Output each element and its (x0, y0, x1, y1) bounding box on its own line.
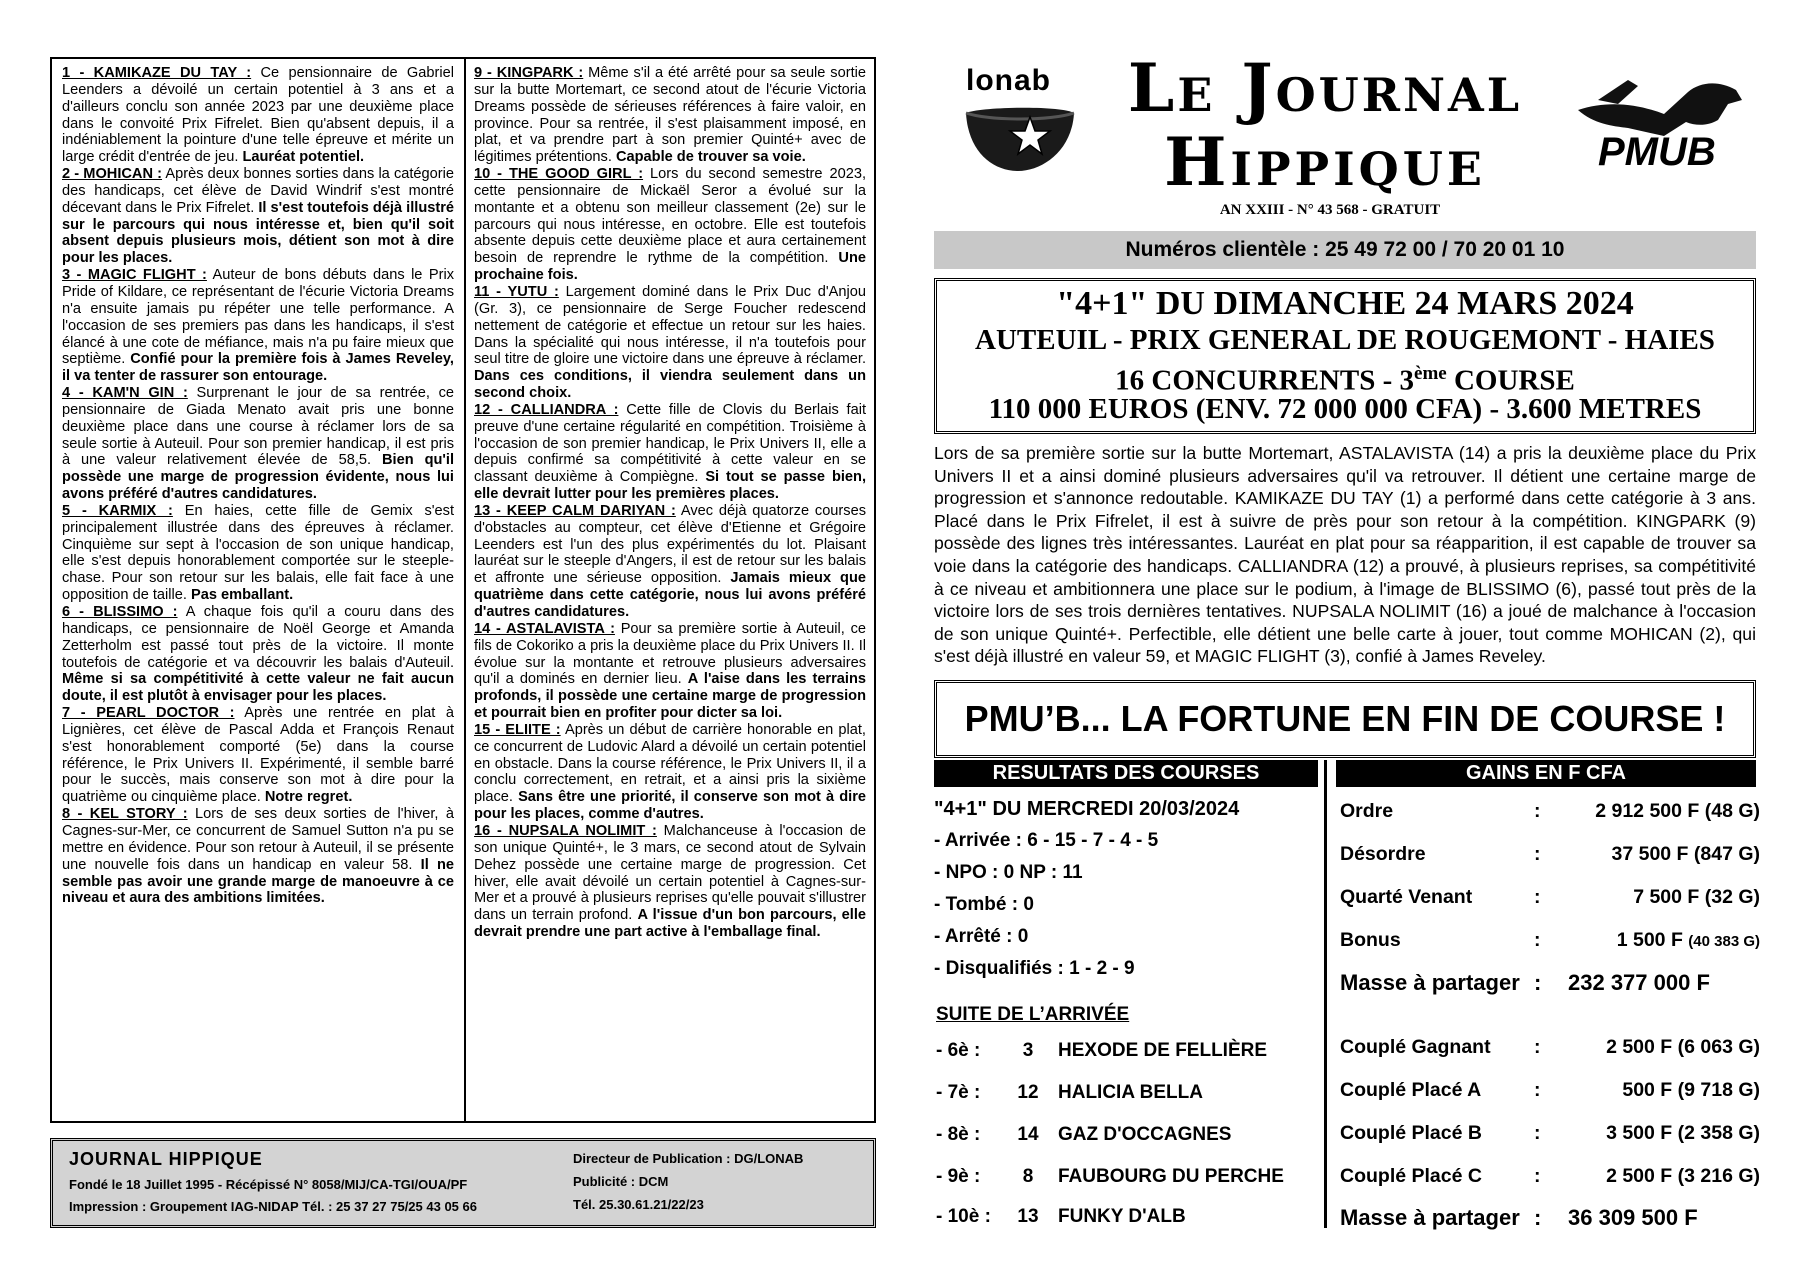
horse-comment: Lors de ses deux sorties de l'hiver, à Cagnes-sur-Mer, ce concurrent de Samuel Sutton n'a pu se mettre en évidence. Pour son retour à Auteuil, il se présente une nouvelle fois dans un handicap en valeur 58. (62, 806, 454, 873)
horse-preview (474, 166, 866, 284)
horse-name: 12 - CALLIANDRA : (474, 401, 619, 418)
horse-comment: Cette fille de Clovis du Berlais fait preuve d'une certaine régularité en compétition. Troisième à l'occasion de son premier handicap, le Prix Univers II, elle a depuis confirmé sa compétitivité à cette valeur en se classant deuxième à Compiègne. (474, 401, 866, 486)
gain-value (1530, 1122, 1760, 1145)
horse-preview (474, 65, 866, 166)
race-date: "4+1" DU DIMANCHE 24 MARS 2024 (1056, 285, 1634, 322)
gain-row-quarte (1340, 886, 1760, 912)
race-venue: AUTEUIL - PRIX GENERAL DE ROUGEMONT - HAIES (975, 324, 1715, 356)
gain-label: Couplé Gagnant (1340, 1036, 1491, 1058)
horse-verdict: Il s'est toutefois déjà illustré sur le parcours qui nous intéresse et, bien qu'il soit absent depuis plusieurs mois, détient son mot à dire pour les places. (62, 199, 454, 267)
horse-previews-box (50, 57, 876, 1123)
gain-row-desordre (1340, 843, 1760, 869)
gain-value (1530, 800, 1760, 823)
horse-verdict: Lauréat potentiel. (242, 149, 365, 166)
gain-value (1530, 886, 1760, 909)
horse-name: 14 - ASTALAVISTA : (474, 620, 615, 637)
gain-amount: 2 500 F (6 063 G) (1606, 1036, 1760, 1058)
horse-comment: Avec déjà quatorze courses d'obstacles au compteur, cet élève d'Etienne et Grégoire Leenders est l'un des plus expérimentés du lot. Plaisant lauréat sur le steeple d'Angers, il est de retour sur les balais et affronte une sérieuse opposition. (474, 502, 866, 587)
footer-director: Directeur de Publication : DG/LONAB (573, 1151, 804, 1166)
gain-label: Couplé Placé C (1340, 1165, 1482, 1187)
horse-preview (62, 65, 454, 166)
horse-name: 4 - KAM'N GIN : (62, 385, 188, 402)
suite-place: - 7è : (936, 1082, 981, 1103)
masthead-line-1: Le Journal (1127, 49, 1523, 127)
footer-phone: Tél. 25.30.61.21/22/23 (573, 1197, 704, 1212)
horse-verdict: Sans être une priorité, il conserve son mot à dire pour les places, comme d'autres. (474, 789, 866, 823)
horse-preview (474, 823, 866, 941)
horse-name: 3 - MAGIC FLIGHT : (62, 267, 207, 284)
horse-comment: Malchanceuse à l'occasion de son unique Quinté+, le 3 mars, ce second atout de Sylvain Dehez possède une certaine marge de progression. Cet hiver, elle avait dévoilé un certain potentiel à Cagnes-sur-Mer et a prouvé à plusieurs reprises qu'elle pouvait s'illustrer dans un terrain profond. (474, 822, 866, 924)
gain-value (1530, 1079, 1760, 1102)
horse-verdict: Capable de trouver sa voie. (615, 149, 806, 166)
pmub-wordmark: PMUB (1598, 130, 1716, 174)
suite-place: - 9è : (936, 1166, 981, 1187)
horse-preview (62, 705, 454, 806)
horse-verdict: Si tout se passe bien, elle devrait lutter pour les premières places. (474, 469, 866, 503)
horse-name: 8 - KEL STORY : (62, 806, 188, 823)
horse-preview (62, 166, 454, 267)
gain-row-couple-gagnant (1340, 1036, 1760, 1062)
horse-comment: Largement dominé dans le Prix Duc d'Anjou (Gr. 3), ce pensionnaire de Serge Foucher redescend nettement de catégorie et effectue un retour sur les haies. Dans la spécialité qui nous intéresse, il n'a toutefois pour seul titre de gloire une victoire dans une épreuve à réclamer. (474, 283, 866, 368)
horse-name: 9 - KINGPARK : (474, 65, 584, 81)
footer-founded: Fondé le 18 Juillet 1995 - Récépissé N° 8058/MIJ/CA-TGI/OUA/PF (69, 1177, 468, 1192)
horse-name: 15 - ELIITE : (474, 721, 561, 738)
gain-label: Couplé Placé A (1340, 1079, 1482, 1101)
race-info-box (934, 278, 1756, 434)
result-stopped: - Arrêté : 0 (934, 926, 1029, 947)
race-purse-distance: 110 000 EUROS (ENV. 72 000 000 CFA) - 3.600 METRES (988, 393, 1702, 425)
race-runners-sup: ème (1414, 363, 1447, 384)
edition-info: AN XXIII - N° 43 568 - GRATUIT (1219, 202, 1441, 218)
client-numbers-band: Numéros clientèle : 25 49 72 00 / 70 20 01 10 (934, 231, 1756, 269)
horse-preview (474, 284, 866, 402)
race-summary: Lors de sa première sortie sur la butte Mortemart, ASTALAVISTA (14) a pris la deuxième place du Prix Univers II et a ainsi dominé plusieurs adversaires qu'il va retrouver. Il détient une certaine marge de progression et s'annonce redoutable. KAMIKAZE DU TAY (1) a performé dans cette catégorie à 3 ans. Placé dans le Prix Fifrelet, il est à suivre de près pour son retour à la compétition. KINGPARK (9) possède des lignes très intéressantes. Lauréat en plat pour sa réapparition, il est capable de trouver sa voie dans la catégorie des handicaps. CALLIANDRA (12) a prouvé, à plusieurs reprises, sa compétitivité à ce niveau et ambitionnera une place sur le podium, à l'image de BLISSIMO (6), passé tout près de la victoire lors de ses trois dernières tentatives. NUPSALA NOLIMIT (16) a joué de malchance à l'occasion de son unique Quinté+. Perfectible, elle détient une belle carte à jouer, tout comme MOHICAN (2), qui s'est déjà illustré en valeur 59, et MAGIC FLIGHT (3), confié à James Reveley. (934, 443, 1756, 667)
gain-label: Quarté Venant (1340, 886, 1473, 908)
suite-horse: HALICIA BELLA (1058, 1082, 1203, 1103)
gain-amount: 37 500 F (847 G) (1611, 843, 1760, 865)
suite-number: 14 (1017, 1124, 1039, 1145)
gain-label: Ordre (1340, 800, 1394, 822)
horse-preview (62, 267, 454, 385)
horse-verdict: A l'aise dans les terrains profonds, il possède une certaine marge de progression et pourrait bien en profiter pour dicter sa loi. (474, 671, 866, 722)
suite-place: - 10è : (936, 1206, 991, 1227)
horse-comment: Après un début de carrière honorable en plat, ce concurrent de Ludovic Alard a dévoilé un certain potentiel en obstacle. Dans la course référence, le Prix Univers II, il a conclu correctement, en retrait, et a ainsi pris la sixième place. (474, 721, 866, 806)
result-disqualified: - Disqualifiés : 1 - 2 - 9 (934, 958, 1135, 979)
gain-label: Masse à partager (1340, 970, 1520, 995)
slogan-banner: PMU’B... LA FORTUNE EN FIN DE COURSE ! (934, 680, 1756, 758)
horse-verdict: Dans ces conditions, il viendra seulement dans un second choix. (474, 368, 866, 402)
gain-colon: : (1534, 1079, 1541, 1101)
result-arrival: - Arrivée : 6 - 15 - 7 - 4 - 5 (934, 830, 1159, 851)
column-divider (464, 59, 466, 1121)
gain-label: Couplé Placé B (1340, 1122, 1482, 1144)
gain-value (1568, 1205, 1798, 1231)
horse-comment: A chaque fois qu'il a couru dans des handicaps, ce pensionnaire de Noël George et Amanda Zetterholm est passé tout près de la victoire. Il monte toutefois de catégorie et va découvrir les balais d'Auteuil. (62, 604, 454, 671)
horse-comment: Après deux bonnes sorties dans la catégorie des handicaps, cet élève de David Windrif s'est montré décevant dans le Prix Fifrelet. (62, 166, 454, 216)
publication-footer (50, 1138, 876, 1228)
gain-amount: 2 912 500 F (48 G) (1595, 800, 1760, 822)
gain-row-masse-2 (1340, 1205, 1760, 1231)
gain-colon: : (1534, 800, 1541, 822)
gain-colon: : (1534, 843, 1541, 865)
suite-horse: HEXODE DE FELLIÈRE (1058, 1040, 1268, 1061)
gain-value (1530, 843, 1760, 866)
gain-value (1530, 1036, 1760, 1059)
horse-comment: Pour sa première sortie à Auteuil, ce fils de Cokoriko a pris la deuxième place du Prix Univers II. Il évolue sur la montante et retrouve plusieurs adversaires qu'il a dominés en dernier lieu. (474, 620, 866, 688)
gain-amount: 1 500 F (1616, 929, 1689, 951)
race-runners-b: COURSE (1446, 364, 1575, 397)
gain-value (1530, 929, 1760, 952)
gain-row-ordre (1340, 800, 1760, 826)
horse-comment: Auteur de bons débuts dans le Prix Pride of Kildare, ce représentant de l'écurie Victoria Dreams n'a ensuite jamais pu répéter une telle performance. A l'occasion de ses premiers pas dans les handicaps, il s'est élancé à une cote de méfiance, mais n'a pu faire mieux que septième. (62, 267, 454, 368)
horse-preview (62, 385, 454, 503)
suite-number: 8 (1022, 1166, 1034, 1187)
horse-name: 11 - YUTU : (474, 283, 559, 300)
suite-place: - 6è : (936, 1040, 981, 1061)
horse-preview (62, 806, 454, 907)
horse-preview (62, 503, 454, 604)
gain-label: Masse à partager (1340, 1205, 1520, 1230)
gain-label: Bonus (1340, 929, 1401, 951)
horse-preview (474, 621, 866, 722)
horse-verdict: Jamais mieux que quatrième dans cette catégorie, nous lui avons préféré d'autres candidatures. (474, 570, 866, 620)
previews-column-1 (62, 65, 454, 1115)
gain-amount: 7 500 F (32 G) (1633, 886, 1760, 908)
result-npo: - NPO : 0 NP : 11 (934, 862, 1083, 883)
horse-comment: Après une rentrée en plat à Lignières, cet élève de Pascal Adda et François Renaut s'est honorablement comporté (5e) dans la course référence, le Prix Univers II. Expérimenté, il semble barré pour le succès, mais conserve son mot à dire pour la quatrième ou cinquième place. (62, 705, 454, 806)
gain-row-bonus (1340, 929, 1760, 955)
horse-preview (474, 402, 866, 503)
horse-name: 1 - KAMIKAZE DU TAY : (62, 65, 252, 81)
suite-number: 3 (1022, 1040, 1034, 1061)
lonab-wordmark: lonab (966, 64, 1051, 97)
horse-verdict: Il ne semble pas avoir une grande marge de manoeuvre à ce niveau et aura des ambitions limitées. (62, 856, 454, 907)
result-fallen: - Tombé : 0 (934, 894, 1034, 915)
horse-verdict: Pas emballant. (191, 587, 294, 604)
horse-comment: Même s'il a été arrêté pour sa seule sortie sur la butte Mortemart, ce second atout de l'écurie Victoria Dreams possède de sérieuses références à faire valoir, en province. Pour sa rentrée, il s'est plaisamment imposé, en plat, et va prendre part à son premier Quinté+ avec de légitimes prétentions. (474, 65, 866, 166)
footer-printing: Impression : Groupement IAG-NIDAP Tél. : 25 37 27 75/25 43 05 66 (69, 1199, 477, 1214)
horse-name: 7 - PEARL DOCTOR : (62, 705, 235, 722)
horse-name: 10 - THE GOOD GIRL : (474, 166, 644, 183)
horse-comment: Ce pensionnaire de Gabriel Leenders a dévoilé un certain potentiel à 3 ans et a d'ailleurs conclu son année 2023 par une deuxième place dans le convoité Prix Fifrelet. Bien qu'absent depuis, il a indéniablement la pointure d'une telle épreuve et mérite un large crédit d'entrée de jeu. (62, 65, 454, 166)
gain-row-couple-place-a (1340, 1079, 1760, 1105)
gain-colon: : (1534, 929, 1541, 951)
results-race-title: "4+1" DU MERCREDI 20/03/2024 (934, 798, 1240, 820)
gain-colon: : (1534, 1122, 1541, 1144)
horse-verdict: A l'issue d'un bon parcours, elle devrait prendre une part active à l'emballage final. (474, 907, 866, 941)
suite-horse: FAUBOURG DU PERCHE (1058, 1166, 1284, 1187)
gain-amount: 500 F (9 718 G) (1622, 1079, 1760, 1101)
horse-preview (474, 722, 866, 823)
gain-amount: 36 309 500 F (1568, 1205, 1698, 1230)
suite-place: - 8è : (936, 1124, 981, 1145)
gain-value (1530, 1165, 1760, 1188)
gain-winners: (40 383 G) (1688, 933, 1760, 950)
gain-row-masse-1 (1340, 970, 1760, 996)
horse-verdict: Notre regret. (264, 789, 353, 806)
results-heading: RESULTATS DES COURSES (934, 760, 1318, 787)
horse-name: 6 - BLISSIMO : (62, 604, 178, 620)
horse-verdict: Même si sa compétitivité à cette valeur ne fait aucun doute, il est plutôt à envisager pour les places. (62, 671, 454, 705)
horse-comment: Surprenant le jour de sa rentrée, ce pensionnaire de Giada Menato avait pris une bonne deuxième place dans une course à réclamer lors de sa seule sortie à Auteuil. Pour son premier handicap, il est pris à une valeur relativement élevée de 58,5. (62, 385, 454, 469)
gain-amount: 2 500 F (3 216 G) (1606, 1165, 1760, 1187)
horse-preview (62, 604, 454, 705)
gain-amount: 3 500 F (2 358 G) (1606, 1122, 1760, 1144)
horse-comment: En haies, cette fille de Gemix s'est principalement illustrée dans des épreuves à réclamer. Cinquième sur sept à l'occasion de son unique handicap, elle s'est depuis honorablement comportée sur le steeple-chase. Pour son retour sur les balais, elle fait face à une opposition de taille. (62, 502, 454, 604)
horse-comment: Lors du second semestre 2023, cette pensionnaire de Mickaël Seror a évolué sur la montante et a obtenu son meilleur classement (2e) sur le parcours qui nous intéresse, en octobre. Elle est toutefois absente depuis cette deuxième place et aura certainement besoin de reprendre le rythme de la compétition. (474, 166, 866, 267)
suite-horse: FUNKY D'ALB (1058, 1206, 1186, 1227)
gain-colon: : (1534, 970, 1542, 995)
suite-number: 13 (1017, 1206, 1039, 1227)
gain-colon: : (1534, 1036, 1541, 1058)
footer-title: JOURNAL HIPPIQUE (69, 1149, 263, 1169)
results-divider (1324, 760, 1327, 1228)
gain-row-couple-place-b (1340, 1122, 1760, 1148)
horse-preview (474, 503, 866, 621)
gain-value (1568, 970, 1798, 996)
race-runners-a: 16 CONCURRENTS - 3 (1115, 364, 1415, 397)
horse-name: 13 - KEEP CALM DARIYAN : (474, 502, 676, 519)
masthead-line-2: Hippique (1164, 123, 1486, 201)
gain-amount: 232 377 000 F (1568, 970, 1710, 995)
suite-number: 12 (1017, 1082, 1039, 1103)
gains-heading: GAINS EN F CFA (1336, 760, 1756, 787)
gain-colon: : (1534, 1205, 1542, 1230)
gain-row-couple-place-c (1340, 1165, 1760, 1191)
gain-label: Désordre (1340, 843, 1426, 865)
horse-name: 16 - NUPSALA NOLIMIT : (474, 822, 657, 839)
suite-arrival-title: SUITE DE L’ARRIVÉE (936, 1004, 1130, 1025)
suite-horse: GAZ D'OCCAGNES (1058, 1124, 1232, 1145)
horse-verdict: Bien qu'il possède une marge de progression évidente, nous lui avons préféré d'autres candidatures. (62, 452, 454, 503)
horse-verdict: Une prochaine fois. (474, 250, 866, 284)
horse-name: 5 - KARMIX : (62, 502, 173, 519)
footer-advertising: Publicité : DCM (573, 1174, 669, 1189)
previews-column-2 (474, 65, 866, 1115)
gain-colon: : (1534, 886, 1541, 908)
horse-verdict: Confié pour la première fois à James Reveley, il va tenter de rassurer son entourage. (62, 351, 454, 385)
gain-colon: : (1534, 1165, 1541, 1187)
horse-name: 2 - MOHICAN : (62, 166, 163, 183)
